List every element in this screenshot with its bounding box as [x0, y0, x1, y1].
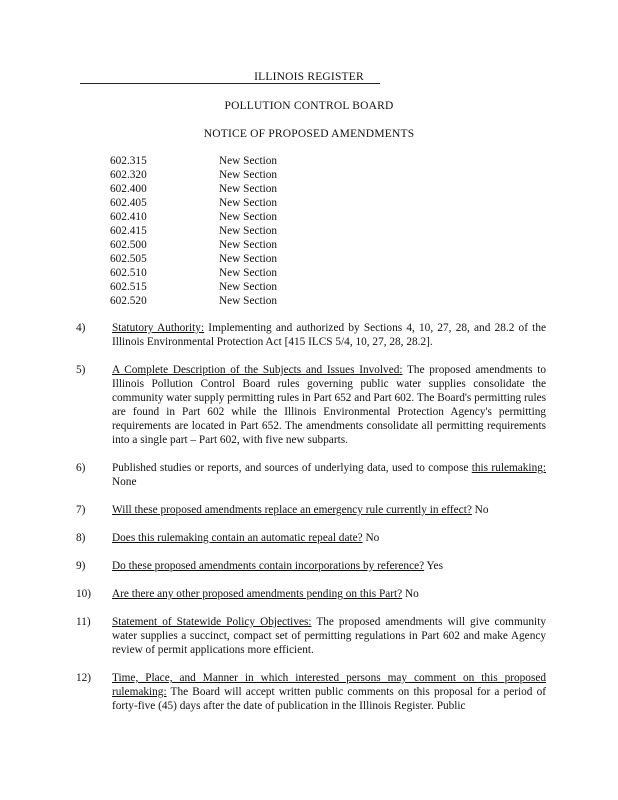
item-text: The proposed amendments to Illinois Pollution Control Board rules governing public water supplies consolidate the community water supply permitting rules in Part 652 and Part 602. The Board's permitting rules are found in Part 602 while the Illinois Environmental Protection Agency's permitting requirements are located in Part 652. The amendments consolidate all permitting requirements into a single part – Part 602, with five new subparts. [112, 364, 546, 446]
section-number: 602.405 [110, 197, 147, 209]
section-number: 602.410 [110, 211, 147, 223]
section-row [110, 196, 277, 210]
section-action: New Section [219, 197, 278, 209]
item-emergency-rule [76, 503, 546, 517]
section-action: New Section [219, 267, 278, 279]
item-description [76, 363, 546, 447]
item-body [112, 461, 546, 489]
item-label: Statutory Authority: [112, 322, 205, 334]
section-row [110, 168, 277, 182]
item-text: None [112, 476, 137, 488]
item-text: The proposed amendments will give community water supplies a succinct, compact set of permitting regulations in Part 602 and make Agency review of permit applications more efficient. [112, 616, 546, 656]
item-statutory-authority [76, 321, 546, 349]
item-label: Statement of Statewide Policy Objectives: [112, 616, 312, 628]
item-text: Implementing and authorized by Sections 4, 10, 27, 28, and 28.2 of the Illinois Environmental Protection Act [415 ILCS 5/4, 10, 27, 28, 28.2]. [112, 322, 546, 348]
section-row [110, 280, 277, 294]
board-title: POLLUTION CONTROL BOARD [224, 100, 394, 112]
notice-title: NOTICE OF PROPOSED AMENDMENTS [203, 128, 415, 140]
item-number: 12) [76, 672, 92, 684]
section-row [110, 266, 277, 280]
item-label: Are there any other proposed amendments pending on this Part? [112, 588, 403, 600]
item-number: 8) [76, 532, 86, 544]
section-row [110, 154, 277, 168]
section-number: 602.500 [110, 239, 147, 251]
item-text: Yes [424, 560, 443, 572]
section-number: 602.520 [110, 295, 147, 307]
section-row [110, 224, 277, 238]
item-repeal-date [76, 531, 546, 545]
item-body [112, 321, 546, 349]
section-row [110, 294, 277, 308]
item-body [112, 671, 546, 713]
item-lead: Published studies or reports, and sources of underlying data, used to compose [112, 462, 472, 474]
section-row [110, 252, 277, 266]
item-number: 6) [76, 462, 86, 474]
section-action: New Section [219, 281, 278, 293]
section-action: New Section [219, 225, 278, 237]
item-pending-amendments [76, 587, 546, 601]
item-body [112, 615, 546, 657]
item-label: Time, Place, and Manner in which interested persons may comment on this proposed rulemaking: [112, 672, 546, 698]
item-body [112, 559, 546, 573]
section-number: 602.320 [110, 169, 147, 181]
section-number: 602.400 [110, 183, 147, 195]
item-number: 11) [76, 616, 91, 628]
item-label: Does this rulemaking contain an automatic repeal date? [112, 532, 363, 544]
item-number: 10) [76, 588, 92, 600]
section-action: New Section [219, 155, 278, 167]
item-text: No [471, 504, 489, 516]
item-body [112, 503, 546, 517]
section-list [110, 154, 277, 308]
item-text: No [362, 532, 380, 544]
section-number: 602.415 [110, 225, 147, 237]
item-label: this rulemaking: [471, 462, 547, 474]
item-body [112, 587, 546, 601]
section-action: New Section [219, 239, 278, 251]
item-number: 4) [76, 322, 86, 334]
item-label: Will these proposed amendments replace an emergency rule currently in effect? [112, 504, 472, 516]
section-action: New Section [219, 183, 278, 195]
item-incorporations [76, 559, 546, 573]
item-text: The Board will accept written public comments on this proposal for a period of forty-five (45) days after the date of publication in the Illinois Register. Public [112, 686, 546, 712]
section-action: New Section [219, 253, 278, 265]
item-label: A Complete Description of the Subjects and Issues Involved: [112, 364, 403, 376]
item-number: 7) [76, 504, 86, 516]
item-public-comment [76, 671, 546, 713]
register-title: ILLINOIS REGISTER [254, 71, 364, 83]
item-label: Do these proposed amendments contain incorporations by reference? [112, 560, 425, 572]
section-action: New Section [219, 169, 278, 181]
section-row [110, 210, 277, 224]
item-text: No [402, 588, 419, 600]
section-action: New Section [219, 295, 278, 307]
section-number: 602.505 [110, 253, 147, 265]
section-number: 602.510 [110, 267, 147, 279]
section-number: 602.515 [110, 281, 147, 293]
section-action: New Section [219, 211, 278, 223]
item-published-studies [76, 461, 546, 489]
item-policy-objectives [76, 615, 546, 657]
item-body [112, 363, 546, 447]
section-number: 602.315 [110, 155, 147, 167]
item-number: 9) [76, 560, 86, 572]
item-number: 5) [76, 364, 86, 376]
item-body [112, 531, 546, 545]
section-row [110, 182, 277, 196]
section-row [110, 238, 277, 252]
